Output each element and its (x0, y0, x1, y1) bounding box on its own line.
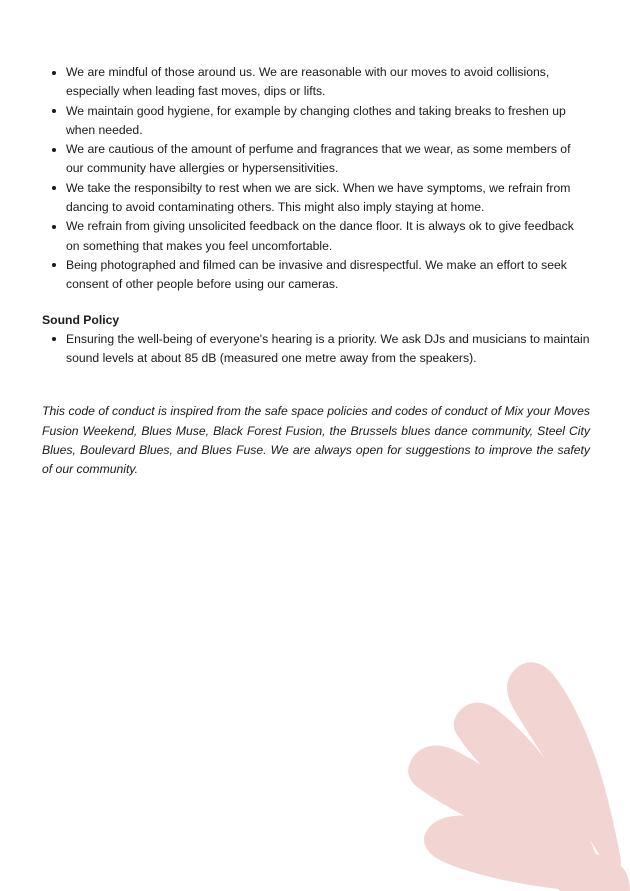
document-body (42, 63, 590, 492)
list-item: We are cautious of the amount of perfume and fragrances that we wear, as some members of our community have allergies or hypersensitivities. (66, 140, 590, 179)
list-item: Being photographed and filmed can be invasive and disrespectful. We make an effort to seek consent of other people before using our cameras. (66, 256, 590, 295)
list-item: We take the responsibilty to rest when we are sick. When we have symptoms, we refrain from dancing to avoid contaminating others. This might also imply staying at home. (66, 179, 590, 218)
conduct-list (42, 63, 590, 295)
list-item: We are mindful of those around us. We are reasonable with our moves to avoid collisions, especially when leading fast moves, dips or lifts. (66, 63, 590, 102)
sound-policy-list (42, 330, 590, 369)
list-item: Ensuring the well-being of everyone's hearing is a priority. We ask DJs and musicians to maintain sound levels at about 85 dB (measured one metre away from the speakers). (66, 330, 590, 369)
list-item: We refrain from giving unsolicited feedback on the dance floor. It is always ok to give feedback on something that makes you feel uncomfortable. (66, 217, 590, 256)
decorative-seaweed-shape (400, 655, 630, 891)
list-item: We maintain good hygiene, for example by changing clothes and taking breaks to freshen up when needed. (66, 102, 590, 141)
closing-note: This code of conduct is inspired from the safe space policies and codes of conduct of Mix your Moves Fusion Weekend, Blues Muse, Black Forest Fusion, the Brussels blues dance community, Steel City Blues, Boulevard Blues, and Blues Fuse. We are always open for suggestions to improve the safety of our community. (42, 404, 590, 477)
sound-policy-heading: Sound Policy (42, 312, 120, 327)
